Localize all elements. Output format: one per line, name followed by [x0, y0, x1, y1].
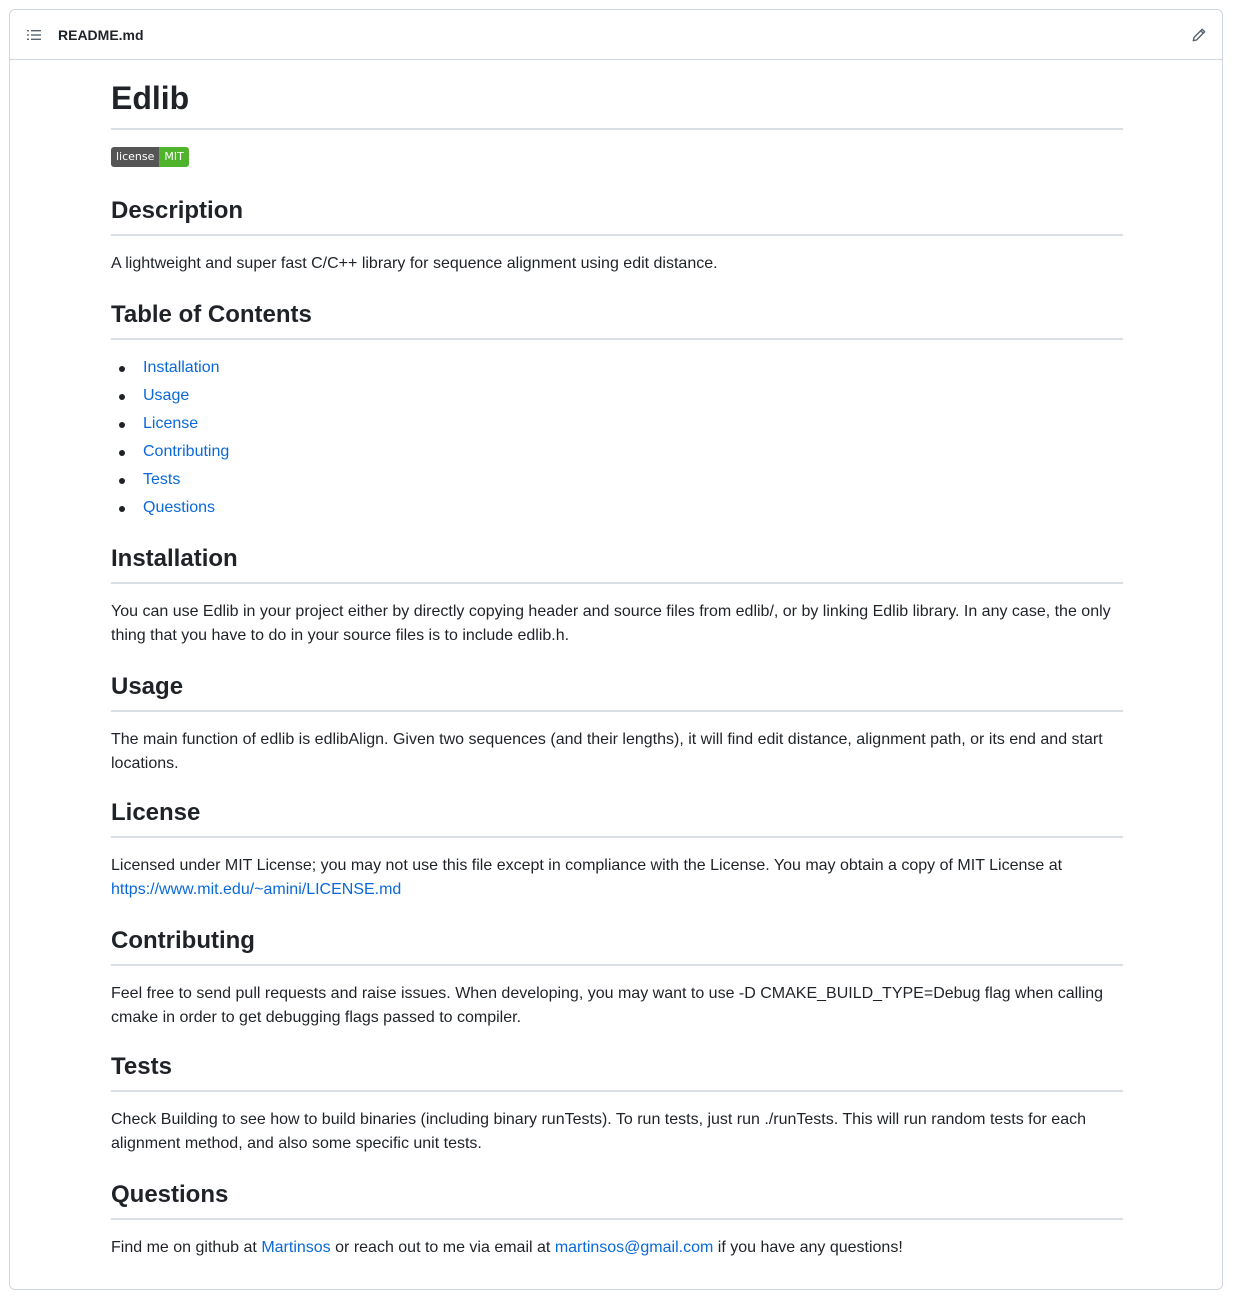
list-unordered-icon[interactable]	[26, 27, 42, 43]
toc-link-tests[interactable]: Tests	[143, 471, 181, 488]
toc-item	[111, 494, 1123, 522]
questions-text	[111, 1236, 1123, 1260]
toc-link-contributing[interactable]: Contributing	[143, 443, 230, 460]
readme-header	[10, 10, 1222, 60]
section-contributing	[111, 926, 1123, 1030]
readme-article	[111, 60, 1123, 1256]
questions-text-before: Find me on github at	[111, 1239, 257, 1256]
badge-label: license	[111, 147, 159, 167]
heading-description: Description	[111, 196, 1123, 236]
section-license	[111, 798, 1123, 902]
pencil-icon	[1191, 27, 1207, 43]
heading-usage: Usage	[111, 672, 1123, 712]
github-profile-link[interactable]: Martinsos	[261, 1239, 331, 1256]
heading-toc: Table of Contents	[111, 300, 1123, 340]
toc-link-questions[interactable]: Questions	[143, 499, 216, 516]
toc-item	[111, 382, 1123, 410]
page-title: Edlib	[111, 60, 1123, 130]
heading-tests: Tests	[111, 1052, 1123, 1092]
heading-contributing: Contributing	[111, 926, 1123, 966]
questions-text-middle: or reach out to me via email at	[335, 1239, 551, 1256]
heading-questions: Questions	[111, 1180, 1123, 1220]
license-link[interactable]: https://www.mit.edu/~amini/LICENSE.md	[111, 881, 402, 898]
toc-link-license[interactable]: License	[143, 415, 199, 432]
section-questions	[111, 1180, 1123, 1260]
toc-link-installation[interactable]: Installation	[143, 359, 220, 376]
section-usage	[111, 672, 1123, 776]
section-installation	[111, 544, 1123, 648]
heading-license: License	[111, 798, 1123, 838]
email-link[interactable]: martinsos@gmail.com	[554, 1239, 714, 1256]
questions-text-after: if you have any questions!	[717, 1239, 903, 1256]
license-text	[111, 854, 1123, 902]
installation-text: You can use Edlib in your project either by directly copying header and source files from edlib/, or by linking Edlib library. In any case, the only thing that you have to do in your source files is to include edlib.h.	[111, 603, 1111, 644]
heading-installation: Installation	[111, 544, 1123, 584]
description-text: A lightweight and super fast C/C++ library for sequence alignment using edit distance.	[111, 255, 718, 272]
badge-value: MIT	[159, 147, 188, 167]
toc-item	[111, 354, 1123, 382]
usage-text: The main function of edlib is edlibAlign. Given two sequences (and their lengths), it will find edit distance, alignment path, or its end and start locations.	[111, 731, 1103, 772]
tests-text: Check Building to see how to build binaries (including binary runTests). To run tests, just run ./runTests. This will run random tests for each alignment method, and also some specific unit tests.	[111, 1111, 1086, 1152]
license-body: Licensed under MIT License; you may not use this file except in compliance with the License. You may obtain a copy of MIT License at	[111, 857, 1063, 874]
toc-link-usage[interactable]: Usage	[143, 387, 190, 404]
section-toc	[111, 300, 1123, 522]
toc-item	[111, 410, 1123, 438]
section-description	[111, 196, 1123, 276]
section-tests	[111, 1052, 1123, 1156]
file-name: README.md	[58, 26, 144, 43]
toc-item	[111, 466, 1123, 494]
toc-list	[111, 354, 1123, 522]
license-badge[interactable]	[111, 147, 189, 167]
contributing-text: Feel free to send pull requests and raise issues. When developing, you may want to use -D CMAKE_BUILD_TYPE=Debug flag when calling cmake in order to get debugging flags passed to compiler.	[111, 985, 1104, 1026]
edit-file-button[interactable]	[1190, 26, 1208, 44]
readme-box	[9, 9, 1223, 1290]
toc-item	[111, 438, 1123, 466]
